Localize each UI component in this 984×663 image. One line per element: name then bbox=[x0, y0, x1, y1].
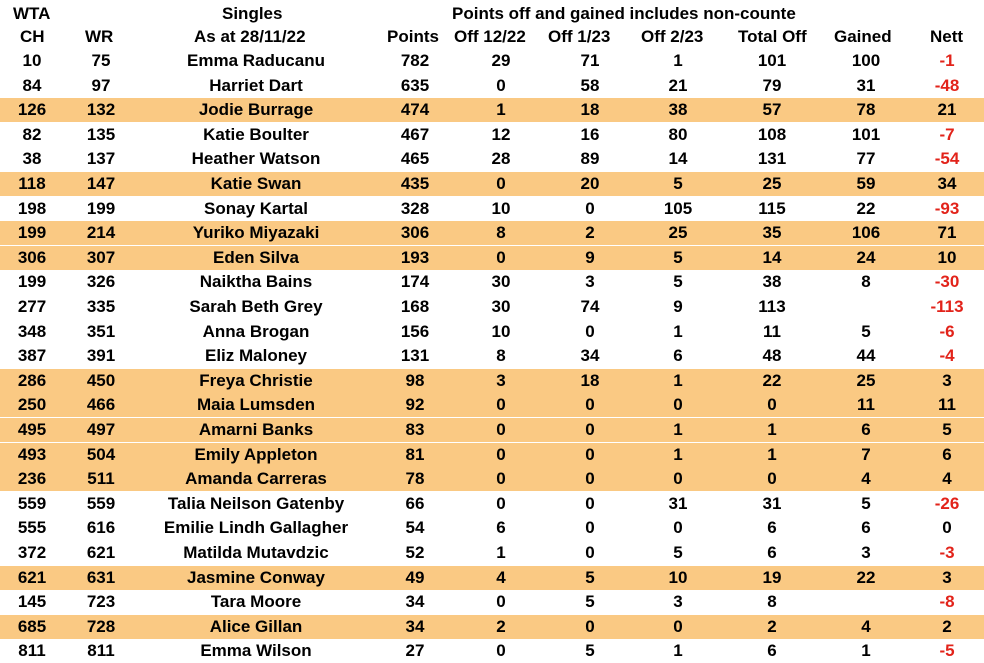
off-2-23-cell: 6 bbox=[673, 346, 683, 366]
table-row bbox=[0, 516, 984, 540]
table-row bbox=[0, 172, 984, 196]
off-1-23-cell: 0 bbox=[585, 444, 595, 464]
off-2-23-cell: 5 bbox=[673, 543, 683, 562]
ch-cell: 199 bbox=[17, 223, 47, 243]
off-1-23-cell: 16 bbox=[580, 124, 600, 144]
header-total-off: Total Off bbox=[738, 27, 807, 46]
header-off-12-22: Off 12/22 bbox=[454, 27, 526, 46]
header-singles: Singles bbox=[222, 4, 283, 23]
table-row bbox=[0, 147, 984, 171]
nett-cell: -6 bbox=[939, 321, 955, 341]
total-off-cell: 25 bbox=[762, 174, 782, 193]
wr-cell: 199 bbox=[86, 198, 116, 218]
ch-cell: 348 bbox=[17, 321, 47, 341]
gained-cell: 7 bbox=[861, 444, 871, 464]
gained-cell: 6 bbox=[861, 518, 871, 538]
header-wta: WTA bbox=[13, 4, 51, 23]
points-cell: 92 bbox=[405, 395, 425, 415]
header-wr: WR bbox=[85, 27, 114, 46]
gained-cell: 78 bbox=[856, 100, 876, 120]
ch-cell: 84 bbox=[22, 75, 42, 95]
ch-cell: 10 bbox=[22, 51, 42, 70]
player-name: Harriet Dart bbox=[209, 75, 303, 95]
table-row bbox=[0, 541, 984, 565]
off-12-22-cell: 29 bbox=[491, 51, 511, 70]
header-nett: Nett bbox=[930, 27, 964, 46]
gained-cell: 8 bbox=[861, 272, 871, 292]
total-off-cell: 31 bbox=[762, 493, 782, 513]
table-row bbox=[0, 295, 984, 319]
total-off-cell: 101 bbox=[757, 51, 787, 70]
header-as-at: As at 28/11/22 bbox=[194, 27, 306, 46]
total-off-cell: 8 bbox=[767, 592, 777, 612]
off-2-23-cell: 3 bbox=[673, 592, 683, 612]
off-2-23-cell: 0 bbox=[673, 469, 683, 489]
off-12-22-cell: 30 bbox=[491, 297, 511, 316]
nett-cell: 10 bbox=[937, 247, 957, 267]
ch-cell: 559 bbox=[17, 493, 47, 513]
total-off-cell: 6 bbox=[767, 641, 777, 661]
player-name: Maia Lumsden bbox=[196, 395, 316, 415]
nett-cell: -30 bbox=[934, 272, 960, 292]
table-row bbox=[0, 270, 984, 294]
nett-cell: 6 bbox=[942, 444, 952, 464]
wr-cell: 504 bbox=[86, 444, 116, 464]
gained-cell: 1 bbox=[861, 641, 871, 661]
nett-cell: -4 bbox=[939, 346, 955, 366]
off-2-23-cell: 1 bbox=[673, 444, 683, 464]
total-off-cell: 19 bbox=[762, 567, 782, 587]
player-name: Yuriko Miyazaki bbox=[192, 223, 320, 243]
nett-cell: -93 bbox=[934, 198, 960, 218]
player-name: Emma Wilson bbox=[200, 641, 312, 661]
nett-cell: 2 bbox=[942, 616, 952, 636]
gained-cell: 6 bbox=[861, 420, 871, 439]
total-off-cell: 115 bbox=[758, 198, 786, 218]
wr-cell: 511 bbox=[87, 469, 115, 489]
off-1-23-cell: 58 bbox=[580, 75, 600, 95]
wr-cell: 621 bbox=[86, 543, 116, 562]
off-12-22-cell: 10 bbox=[491, 321, 511, 341]
off-2-23-cell: 0 bbox=[673, 518, 683, 538]
off-1-23-cell: 0 bbox=[585, 198, 595, 218]
total-off-cell: 48 bbox=[762, 346, 782, 366]
gained-cell: 3 bbox=[861, 543, 871, 562]
player-name: Eden Silva bbox=[213, 247, 299, 267]
gained-cell: 22 bbox=[856, 567, 876, 587]
points-cell: 49 bbox=[405, 567, 425, 587]
gained-cell bbox=[822, 295, 910, 319]
total-off-cell: 38 bbox=[762, 272, 782, 292]
wr-cell: 559 bbox=[86, 493, 116, 513]
table-row bbox=[0, 98, 984, 122]
nett-cell: 34 bbox=[937, 174, 957, 193]
ch-cell: 493 bbox=[17, 444, 47, 464]
ch-cell: 685 bbox=[17, 616, 47, 636]
off-1-23-cell: 0 bbox=[585, 616, 595, 636]
gained-cell: 11 bbox=[857, 395, 875, 415]
gained-cell: 5 bbox=[861, 321, 871, 341]
off-12-22-cell: 8 bbox=[496, 346, 506, 366]
points-cell: 83 bbox=[405, 420, 425, 439]
wr-cell: 466 bbox=[86, 395, 116, 415]
player-name: Jodie Burrage bbox=[198, 100, 314, 120]
off-2-23-cell: 0 bbox=[673, 395, 683, 415]
total-off-cell: 11 bbox=[763, 321, 781, 341]
ch-cell: 372 bbox=[17, 543, 47, 562]
nett-cell: 3 bbox=[942, 567, 952, 587]
off-12-22-cell: 3 bbox=[496, 370, 506, 390]
ch-cell: 236 bbox=[17, 469, 47, 489]
off-1-23-cell: 5 bbox=[585, 641, 595, 661]
player-name: Sarah Beth Grey bbox=[189, 297, 323, 316]
off-1-23-cell: 89 bbox=[580, 149, 600, 169]
off-1-23-cell: 2 bbox=[585, 223, 595, 243]
table-row bbox=[0, 615, 984, 639]
player-name: Emilie Lindh Gallagher bbox=[163, 518, 349, 538]
off-12-22-cell: 0 bbox=[496, 444, 506, 464]
off-12-22-cell: 0 bbox=[496, 395, 506, 415]
off-12-22-cell: 6 bbox=[496, 518, 506, 538]
points-cell: 635 bbox=[400, 75, 430, 95]
table-row bbox=[0, 639, 984, 663]
nett-cell: 21 bbox=[937, 100, 957, 120]
player-name: Katie Boulter bbox=[203, 124, 309, 144]
off-2-23-cell: 1 bbox=[673, 51, 683, 70]
off-12-22-cell: 30 bbox=[491, 272, 511, 292]
off-2-23-cell: 38 bbox=[668, 100, 688, 120]
off-1-23-cell: 20 bbox=[580, 174, 600, 193]
total-off-cell: 1 bbox=[767, 420, 777, 439]
points-cell: 54 bbox=[405, 518, 425, 538]
gained-cell: 5 bbox=[861, 493, 871, 513]
player-name: Eliz Maloney bbox=[204, 346, 308, 366]
points-cell: 328 bbox=[400, 198, 430, 218]
off-2-23-cell: 105 bbox=[663, 198, 693, 218]
nett-cell: 5 bbox=[942, 420, 952, 439]
off-12-22-cell: 0 bbox=[496, 469, 506, 489]
off-1-23-cell: 74 bbox=[580, 297, 600, 316]
table-row bbox=[0, 221, 984, 245]
ch-cell: 555 bbox=[17, 518, 47, 538]
off-12-22-cell: 0 bbox=[496, 592, 506, 612]
gained-cell: 106 bbox=[851, 223, 881, 243]
off-2-23-cell: 31 bbox=[668, 493, 688, 513]
total-off-cell: 79 bbox=[762, 75, 782, 95]
wr-cell: 132 bbox=[86, 100, 116, 120]
table-row bbox=[0, 590, 984, 614]
off-2-23-cell: 0 bbox=[673, 616, 683, 636]
gained-cell: 25 bbox=[856, 370, 876, 390]
ch-cell: 621 bbox=[17, 567, 47, 587]
player-name: Tara Moore bbox=[210, 592, 302, 612]
ch-cell: 82 bbox=[22, 124, 42, 144]
off-12-22-cell: 0 bbox=[496, 641, 506, 661]
total-off-cell: 0 bbox=[767, 469, 777, 489]
header-ch: CH bbox=[20, 27, 45, 46]
points-cell: 168 bbox=[400, 297, 430, 316]
total-off-cell: 35 bbox=[762, 223, 782, 243]
points-cell: 782 bbox=[400, 51, 430, 70]
total-off-cell: 57 bbox=[762, 100, 782, 120]
ch-cell: 306 bbox=[17, 247, 47, 267]
off-1-23-cell: 9 bbox=[585, 247, 595, 267]
off-2-23-cell: 1 bbox=[673, 420, 683, 439]
nett-cell: 0 bbox=[942, 518, 952, 538]
gained-cell: 101 bbox=[851, 124, 881, 144]
player-name: Amarni Banks bbox=[198, 420, 314, 439]
points-cell: 66 bbox=[405, 493, 425, 513]
off-1-23-cell: 0 bbox=[585, 543, 595, 562]
nett-cell: 11 bbox=[938, 395, 956, 415]
table-row bbox=[0, 369, 984, 393]
off-12-22-cell: 12 bbox=[491, 124, 511, 144]
wr-cell: 97 bbox=[91, 75, 111, 95]
total-off-cell: 108 bbox=[757, 124, 787, 144]
table-row bbox=[0, 443, 984, 467]
gained-cell: 77 bbox=[856, 149, 876, 169]
wr-cell: 135 bbox=[86, 124, 116, 144]
points-cell: 156 bbox=[400, 321, 430, 341]
points-cell: 193 bbox=[400, 247, 430, 267]
total-off-cell: 113 bbox=[758, 297, 786, 316]
wr-cell: 75 bbox=[91, 51, 111, 70]
player-name: Matilda Mutavdzic bbox=[183, 543, 329, 562]
player-name: Talia Neilson Gatenby bbox=[167, 493, 345, 513]
header-gained: Gained bbox=[834, 27, 892, 46]
gained-cell: 22 bbox=[856, 198, 876, 218]
off-1-23-cell: 0 bbox=[585, 321, 595, 341]
off-2-23-cell: 25 bbox=[668, 223, 688, 243]
table-row bbox=[0, 344, 984, 368]
total-off-cell: 6 bbox=[767, 518, 777, 538]
nett-cell: -8 bbox=[939, 592, 955, 612]
gained-cell bbox=[822, 590, 910, 614]
ch-cell: 277 bbox=[17, 297, 47, 316]
table-row bbox=[0, 566, 984, 590]
off-1-23-cell: 3 bbox=[585, 272, 595, 292]
nett-cell: -113 bbox=[930, 297, 964, 316]
player-name: Anna Brogan bbox=[202, 321, 310, 341]
wr-cell: 137 bbox=[86, 149, 116, 169]
off-2-23-cell: 1 bbox=[673, 321, 683, 341]
off-2-23-cell: 5 bbox=[673, 272, 683, 292]
gained-cell: 100 bbox=[851, 51, 881, 70]
points-cell: 474 bbox=[400, 100, 430, 120]
total-off-cell: 1 bbox=[767, 444, 777, 464]
player-name: Amanda Carreras bbox=[185, 469, 327, 489]
wr-cell: 616 bbox=[86, 518, 116, 538]
off-12-22-cell: 0 bbox=[496, 75, 506, 95]
ch-cell: 199 bbox=[17, 272, 47, 292]
nett-cell: -54 bbox=[934, 149, 960, 169]
off-2-23-cell: 1 bbox=[673, 641, 683, 661]
header-off-1-23: Off 1/23 bbox=[548, 27, 611, 46]
off-1-23-cell: 5 bbox=[585, 567, 595, 587]
nett-cell: -26 bbox=[934, 493, 960, 513]
player-name: Alice Gillan bbox=[209, 616, 303, 636]
player-name: Heather Watson bbox=[191, 149, 321, 169]
off-12-22-cell: 0 bbox=[496, 493, 506, 513]
header-note: Points off and gained includes non-counte bbox=[452, 4, 796, 23]
points-cell: 131 bbox=[400, 346, 430, 366]
gained-cell: 44 bbox=[856, 346, 876, 366]
table-row bbox=[0, 467, 984, 491]
off-12-22-cell: 0 bbox=[496, 420, 506, 439]
nett-cell: -48 bbox=[934, 75, 960, 95]
wr-cell: 811 bbox=[87, 641, 115, 661]
off-1-23-cell: 18 bbox=[580, 370, 600, 390]
nett-cell: -3 bbox=[939, 543, 955, 562]
off-2-23-cell: 9 bbox=[673, 297, 683, 316]
gained-cell: 4 bbox=[861, 469, 871, 489]
nett-cell: -7 bbox=[939, 124, 955, 144]
wr-cell: 723 bbox=[86, 592, 116, 612]
wr-cell: 391 bbox=[86, 346, 116, 366]
points-cell: 435 bbox=[400, 174, 430, 193]
table-row bbox=[0, 197, 984, 221]
off-1-23-cell: 18 bbox=[580, 100, 600, 120]
ch-cell: 250 bbox=[17, 395, 47, 415]
player-name: Emma Raducanu bbox=[187, 51, 325, 70]
table-row bbox=[0, 74, 984, 98]
off-12-22-cell: 1 bbox=[496, 100, 506, 120]
ch-cell: 38 bbox=[22, 149, 42, 169]
off-2-23-cell: 5 bbox=[673, 247, 683, 267]
wr-cell: 728 bbox=[86, 616, 116, 636]
points-cell: 174 bbox=[400, 272, 430, 292]
nett-cell: 71 bbox=[937, 223, 957, 243]
total-off-cell: 2 bbox=[767, 616, 777, 636]
wr-cell: 326 bbox=[86, 272, 116, 292]
wr-cell: 631 bbox=[86, 567, 116, 587]
gained-cell: 4 bbox=[861, 616, 871, 636]
off-1-23-cell: 0 bbox=[585, 493, 595, 513]
off-2-23-cell: 21 bbox=[668, 75, 688, 95]
ch-cell: 495 bbox=[17, 420, 47, 439]
header-off-2-23: Off 2/23 bbox=[641, 27, 704, 46]
table-row bbox=[0, 393, 984, 417]
off-12-22-cell: 28 bbox=[491, 149, 511, 169]
total-off-cell: 22 bbox=[762, 370, 782, 390]
wr-cell: 450 bbox=[86, 370, 116, 390]
table-row bbox=[0, 492, 984, 516]
off-1-23-cell: 5 bbox=[585, 592, 595, 612]
off-1-23-cell: 0 bbox=[585, 518, 595, 538]
wr-cell: 214 bbox=[86, 223, 116, 243]
table-row bbox=[0, 246, 984, 270]
nett-cell: -1 bbox=[939, 51, 955, 70]
player-name: Sonay Kartal bbox=[204, 198, 308, 218]
off-12-22-cell: 10 bbox=[491, 198, 511, 218]
wr-cell: 351 bbox=[86, 321, 116, 341]
off-12-22-cell: 1 bbox=[496, 543, 506, 562]
wr-cell: 335 bbox=[86, 297, 116, 316]
off-12-22-cell: 8 bbox=[496, 223, 506, 243]
off-1-23-cell: 0 bbox=[585, 469, 595, 489]
ch-cell: 811 bbox=[18, 641, 46, 661]
ch-cell: 387 bbox=[17, 346, 47, 366]
gained-cell: 24 bbox=[856, 247, 876, 267]
table-row bbox=[0, 418, 984, 442]
off-2-23-cell: 10 bbox=[668, 567, 688, 587]
off-2-23-cell: 1 bbox=[673, 370, 683, 390]
points-cell: 34 bbox=[405, 616, 425, 636]
points-cell: 52 bbox=[405, 543, 425, 562]
total-off-cell: 6 bbox=[767, 543, 777, 562]
off-12-22-cell: 2 bbox=[496, 616, 506, 636]
player-name: Jasmine Conway bbox=[187, 567, 325, 587]
player-name: Freya Christie bbox=[199, 370, 313, 390]
points-cell: 98 bbox=[405, 370, 425, 390]
off-1-23-cell: 0 bbox=[585, 395, 595, 415]
ch-cell: 145 bbox=[17, 592, 47, 612]
off-12-22-cell: 0 bbox=[496, 174, 506, 193]
table-row bbox=[0, 320, 984, 344]
off-2-23-cell: 5 bbox=[673, 174, 683, 193]
wr-cell: 307 bbox=[86, 247, 116, 267]
off-1-23-cell: 34 bbox=[580, 346, 600, 366]
ch-cell: 118 bbox=[18, 174, 46, 193]
table-row bbox=[0, 49, 984, 73]
off-12-22-cell: 0 bbox=[496, 247, 506, 267]
player-name: Katie Swan bbox=[210, 174, 302, 193]
header-points: Points bbox=[387, 27, 439, 46]
off-1-23-cell: 71 bbox=[580, 51, 600, 70]
wr-cell: 497 bbox=[86, 420, 116, 439]
nett-cell: 4 bbox=[942, 469, 952, 489]
points-cell: 78 bbox=[405, 469, 425, 489]
off-2-23-cell: 14 bbox=[668, 149, 688, 169]
total-off-cell: 0 bbox=[767, 395, 777, 415]
total-off-cell: 14 bbox=[762, 247, 782, 267]
points-cell: 81 bbox=[405, 444, 425, 464]
ch-cell: 286 bbox=[17, 370, 47, 390]
points-cell: 465 bbox=[400, 149, 430, 169]
gained-cell: 31 bbox=[856, 75, 876, 95]
off-2-23-cell: 80 bbox=[668, 124, 688, 144]
points-cell: 306 bbox=[400, 223, 430, 243]
off-1-23-cell: 0 bbox=[585, 420, 595, 439]
points-cell: 34 bbox=[405, 592, 425, 612]
points-cell: 27 bbox=[405, 641, 425, 661]
ch-cell: 198 bbox=[17, 198, 47, 218]
player-name: Naiktha Bains bbox=[199, 272, 313, 292]
points-cell: 467 bbox=[400, 124, 430, 144]
gained-cell: 59 bbox=[856, 174, 876, 193]
total-off-cell: 131 bbox=[757, 149, 787, 169]
nett-cell: 3 bbox=[942, 370, 952, 390]
off-12-22-cell: 4 bbox=[496, 567, 506, 587]
nett-cell: -5 bbox=[939, 641, 955, 661]
table-row bbox=[0, 123, 984, 147]
wr-cell: 147 bbox=[86, 174, 116, 193]
player-name: Emily Appleton bbox=[194, 444, 318, 464]
ch-cell: 126 bbox=[17, 100, 47, 120]
